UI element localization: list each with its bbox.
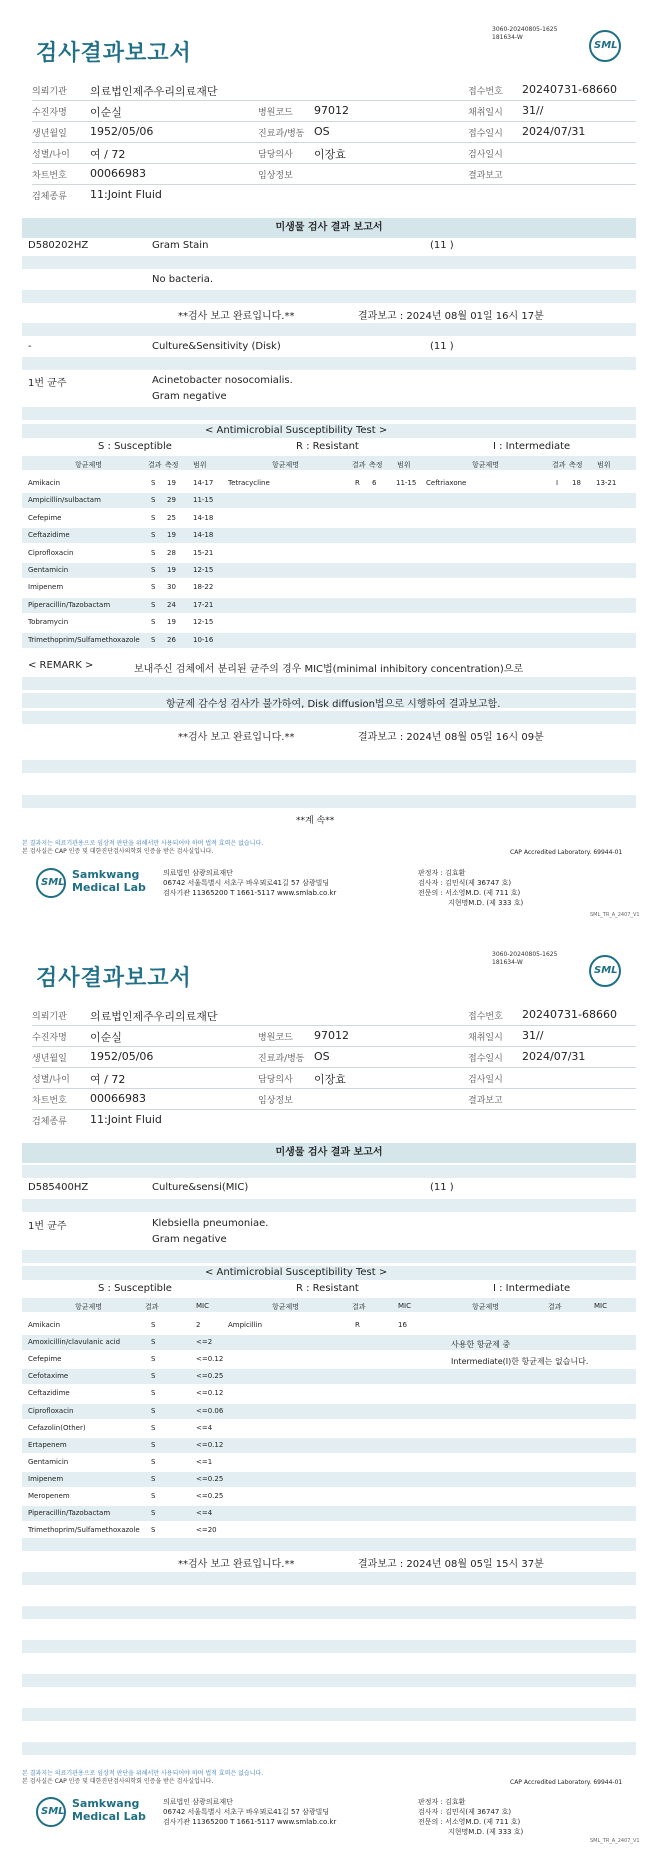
table-row: Imipenem <box>28 583 64 592</box>
table-row: Piperacillin/Tazobactam <box>28 600 111 609</box>
sml-logo-icon: SML <box>36 1797 66 1827</box>
table-row: Piperacillin/Tazobactam <box>28 1509 111 1518</box>
report-title: 검사결과보고서 <box>36 41 192 66</box>
section-header: 미생물 검사 결과 보고서 <box>22 1143 636 1163</box>
document-code: 3060-20240805-1625 181634-W <box>492 951 558 966</box>
report-title: 검사결과보고서 <box>36 966 192 991</box>
table-row: Ciprofloxacin <box>28 548 74 557</box>
report-page-2: 3060-20240805-1625 181634-W 검사결과보고서 SML 의뢰기관 의료법인제주우리의료재단 접수번호 20240731-68660 수진자명 이순실 병원코드 97012 채취일시 31// 생년월일 1952/05/06 진료과/병동 OS 접수일시 2024/07/31 성별/나이 여 / 72 담당의사 이장효 검사일시 차트번호 00066983 임상정보 결과보고 검체종류 11:Joint Fluid 미생물 검사 결과 보고서 D585400HZ Culture&sensi(MIC) (11 ) 1번 균주 Klebsiella pneumoniae. Gram negative < Antimicrobial Susceptibility Test > S : Susceptible R : Resistant I : Intermediate 항균제명 결과 MIC 항균제명 결과 MIC 항균제명 결과 MIC Amikacin S 2 Amoxicillin/clavulanic acid S <=2 Cefepime S <=0.12 Cefotaxime S <=0.25 Ceftazidime S <=0.12 Ciprofloxacin S <=0.06 Cefazolin(Other) S <=4 Ertapenem S <=0.12 Gentamicin S <=1 Imipenem S <=0.25 Meropenem S <=0.25 Piperacillin/Tazobactam S <=4 Trimethoprim/Sulfamethoxazole S <=20 Ampicillin R 16 사용한 항균제 중 Intermediate(I)한 항균제는 없습니다. **검사 보고 완료입니다.** 결과보고 : 2024년 08월 05일 15시 37분 본 결과지는 의료기관용으로 임상적 판단을 위해서만 사용되어야 하며 법적 효력은 없습니다. 본 검사실은 CAP 인증 및 대한진단검사의학회 인증을 받은 검사실입니다. CAP Accredited Laboratory. 69944-01 SML Samkwang Medical Lab 의료법인 삼광의료재단 06742 서울특별시 서초구 바우뫼로41길 57 삼광빌딩 검사기관 11365200 T 1661-5117 www.smlab.co.kr 판정자 : 김효환 검사자 : 김민식(제 36747 호) 전문의 : 서소영M.D. (제 711 호) 지현명M.D. (제 333 호) SML_TR_A_2407_V1 <box>22 951 640 1844</box>
table-row: Cefotaxime <box>28 1372 69 1381</box>
table-row: Cefepime <box>28 1355 62 1364</box>
patient-info-table: 의뢰기관 의료법인제주우리의료재단 접수번호 20240731-68660 수진자명 이순실 병원코드 97012 채취일시 31// 생년월일 1952/05/06 진료과/병동 OS 접수일시 2024/07/31 성별/나이 여 / 72 담당의사 이장효 검사일시 차트번호 00066983 임상정보 결과보고 검체종류 11:Joint Fluid <box>32 1005 636 1131</box>
samkwang-logo: SML Samkwang Medical Lab <box>36 864 146 900</box>
table-row: Amoxicillin/clavulanic acid <box>28 1338 121 1347</box>
table-row: Trimethoprim/Sulfamethoxazole <box>28 1526 140 1535</box>
lab-address: 의료법인 삼광의료재단 06742 서울특별시 서초구 바우뫼로41길 57 삼광빌딩 검사기관 11365200 T 1661-5117 www.smlab.co.kr <box>163 869 337 897</box>
section-header: 미생물 검사 결과 보고서 <box>22 218 636 238</box>
organism-name: Acinetobacter nosocomialis. <box>152 375 293 386</box>
info-row: 성별/나이 여 / 72 담당의사 이장효 검사일시 <box>32 143 636 164</box>
info-row: 검체종류 11:Joint Fluid <box>32 188 162 202</box>
table-row: Ceftazidime <box>28 1389 70 1398</box>
sml-logo-icon: SML <box>36 868 66 898</box>
table-row: Gentamicin <box>28 1457 69 1466</box>
institution-value: 의료법인제주우리의료재단 <box>90 85 218 98</box>
signatures: 판정자 : 김효환 검사자 : 김민식(제 36747 호) 전문의 : 서소영M.D. (제 711 호) 지현명M.D. (제 333 호) <box>418 869 524 907</box>
report-page-1: 3060-20240805-1625 181634-W 검사결과보고서 SML 의뢰기관 의료법인제주우리의료재단 접수번호 20240731-68660 수진자명 이순실 병원코드 97012 채취일시 31// 생년월일 1952/05/06 진료과/병동 OS 접수일시 2024/07/31 성별/나이 여 / 72 담당의사 이장효 검사일시 차트번호 00066983 임상정보 결과보고 검체종류 11:Joint Fluid 미생물 검사 결과 보고서 D580202HZ Gram Stain (11 ) No bacteria. **검사 보고 완료입니다.** 결과보고 : 2024년 08월 01일 16시 17분 - Culture&Sensitivity (Disk) (11 ) 1번 균주 Acinetobacter nosocomialis. Gram negative < Antimicrobial Susceptibility Test > S : Susceptible R : Resistant I : Intermediate 항균제명 결과 측정 범위 항균제명 결과 측정 범위 항균제명 결과 측정 범위 Amikacin S 19 14-17 Ampicillin/sulbactam S 29 11-15 Cefepime S 25 14-18 Ceftazidime S 19 14-18 Ciprofloxacin S 28 15-21 Gentamicin S 19 12-15 Imipenem S 30 18-22 Piperacillin/Tazobactam S 24 17-21 Tobramycin S 19 12-15 Trimethoprim/Sulfamethoxazole S 26 10-16 Tetracycline R 6 11-15 Ceftriaxone I 18 13-21 < REMARK > 보내주신 검체에서 분리된 균주의 경우 MIC법(minimal inhibitory concentration)으로 항균제 감수성 검사가 불가하여, Disk diffusion법으로 시행하여 결과보고함. **검사 보고 완료입니다.** 결과보고 : 2024년 08월 05일 16시 09분 **계 속** 본 결과지는 의료기관용으로 임상적 판단을 위해서만 사용되어야 하며 법적 효력은 없습니다. 본 검사실은 CAP 인증 및 대한진단검사의학회 인증을 받은 검사실입니다. CAP Accredited Laboratory. 69944-01 SML Samkwang Medical Lab 의료법인 삼광의료재단 06742 서울특별시 서초구 바우뫼로41길 57 삼광빌딩 검사기관 11365200 T 1661-5117 www.smlab.co.kr 판정자 : 김효환 검사자 : 김민식(제 36747 호) 전문의 : 서소영M.D. (제 711 호) 지현명M.D. (제 333 호) SML_TR_A_2407_V1 <box>22 26 640 918</box>
remark-text: 보내주신 검체에서 분리된 균주의 경우 MIC법(minimal inhibitory concentration)으로 <box>134 664 524 675</box>
lab-address: 의료법인 삼광의료재단 06742 서울특별시 서초구 바우뫼로41길 57 삼광빌딩 검사기관 11365200 T 1661-5117 www.smlab.co.kr <box>163 1798 337 1826</box>
info-row: 차트번호 00066983 임상정보 결과보고 <box>32 164 636 185</box>
info-row: 수진자명 이순실 병원코드 97012 채취일시 31// <box>32 101 636 122</box>
patient-info-table <box>32 80 636 206</box>
patient-name: 이순실 <box>90 106 122 119</box>
document-code: 3060-20240805-1625 181634-W <box>492 26 558 41</box>
info-row: 의뢰기관 의료법인제주우리의료재단 접수번호 20240731-68660 <box>32 80 636 101</box>
table-row: Meropenem <box>28 1492 70 1500</box>
table-row: Cefazolin(Other) <box>28 1423 86 1432</box>
receipt-no-value: 20240731-68660 <box>522 83 617 96</box>
table-row: Gentamicin <box>28 566 69 574</box>
info-row: 생년월일 1952/05/06 진료과/병동 OS 접수일시 2024/07/31 <box>32 122 636 143</box>
table-row: Tobramycin <box>28 618 69 627</box>
signatures: 판정자 : 김효환 검사자 : 김민식(제 36747 호) 전문의 : 서소영M.D. (제 711 호) 지현명M.D. (제 333 호) <box>418 1798 524 1836</box>
table-row: Ciprofloxacin <box>28 1406 74 1415</box>
table-row: Imipenem <box>28 1474 64 1483</box>
samkwang-logo: SML Samkwang Medical Lab <box>36 1793 146 1829</box>
table-row: Ertapenem <box>28 1440 67 1449</box>
sml-logo-icon: SML <box>589 30 621 62</box>
table-row: Ceftazidime <box>28 531 70 540</box>
table-row: Amikacin <box>28 1321 61 1329</box>
continued-label: **계 속** <box>296 816 335 826</box>
table-row: Amikacin <box>28 479 61 487</box>
table-row: Cefepime <box>28 513 62 522</box>
table-row: Ampicillin/sulbactam <box>28 496 101 505</box>
table-row: Trimethoprim/Sulfamethoxazole <box>28 635 140 644</box>
sml-logo-icon: SML <box>589 955 621 987</box>
organism-name: Klebsiella pneumoniae. <box>152 1218 269 1229</box>
